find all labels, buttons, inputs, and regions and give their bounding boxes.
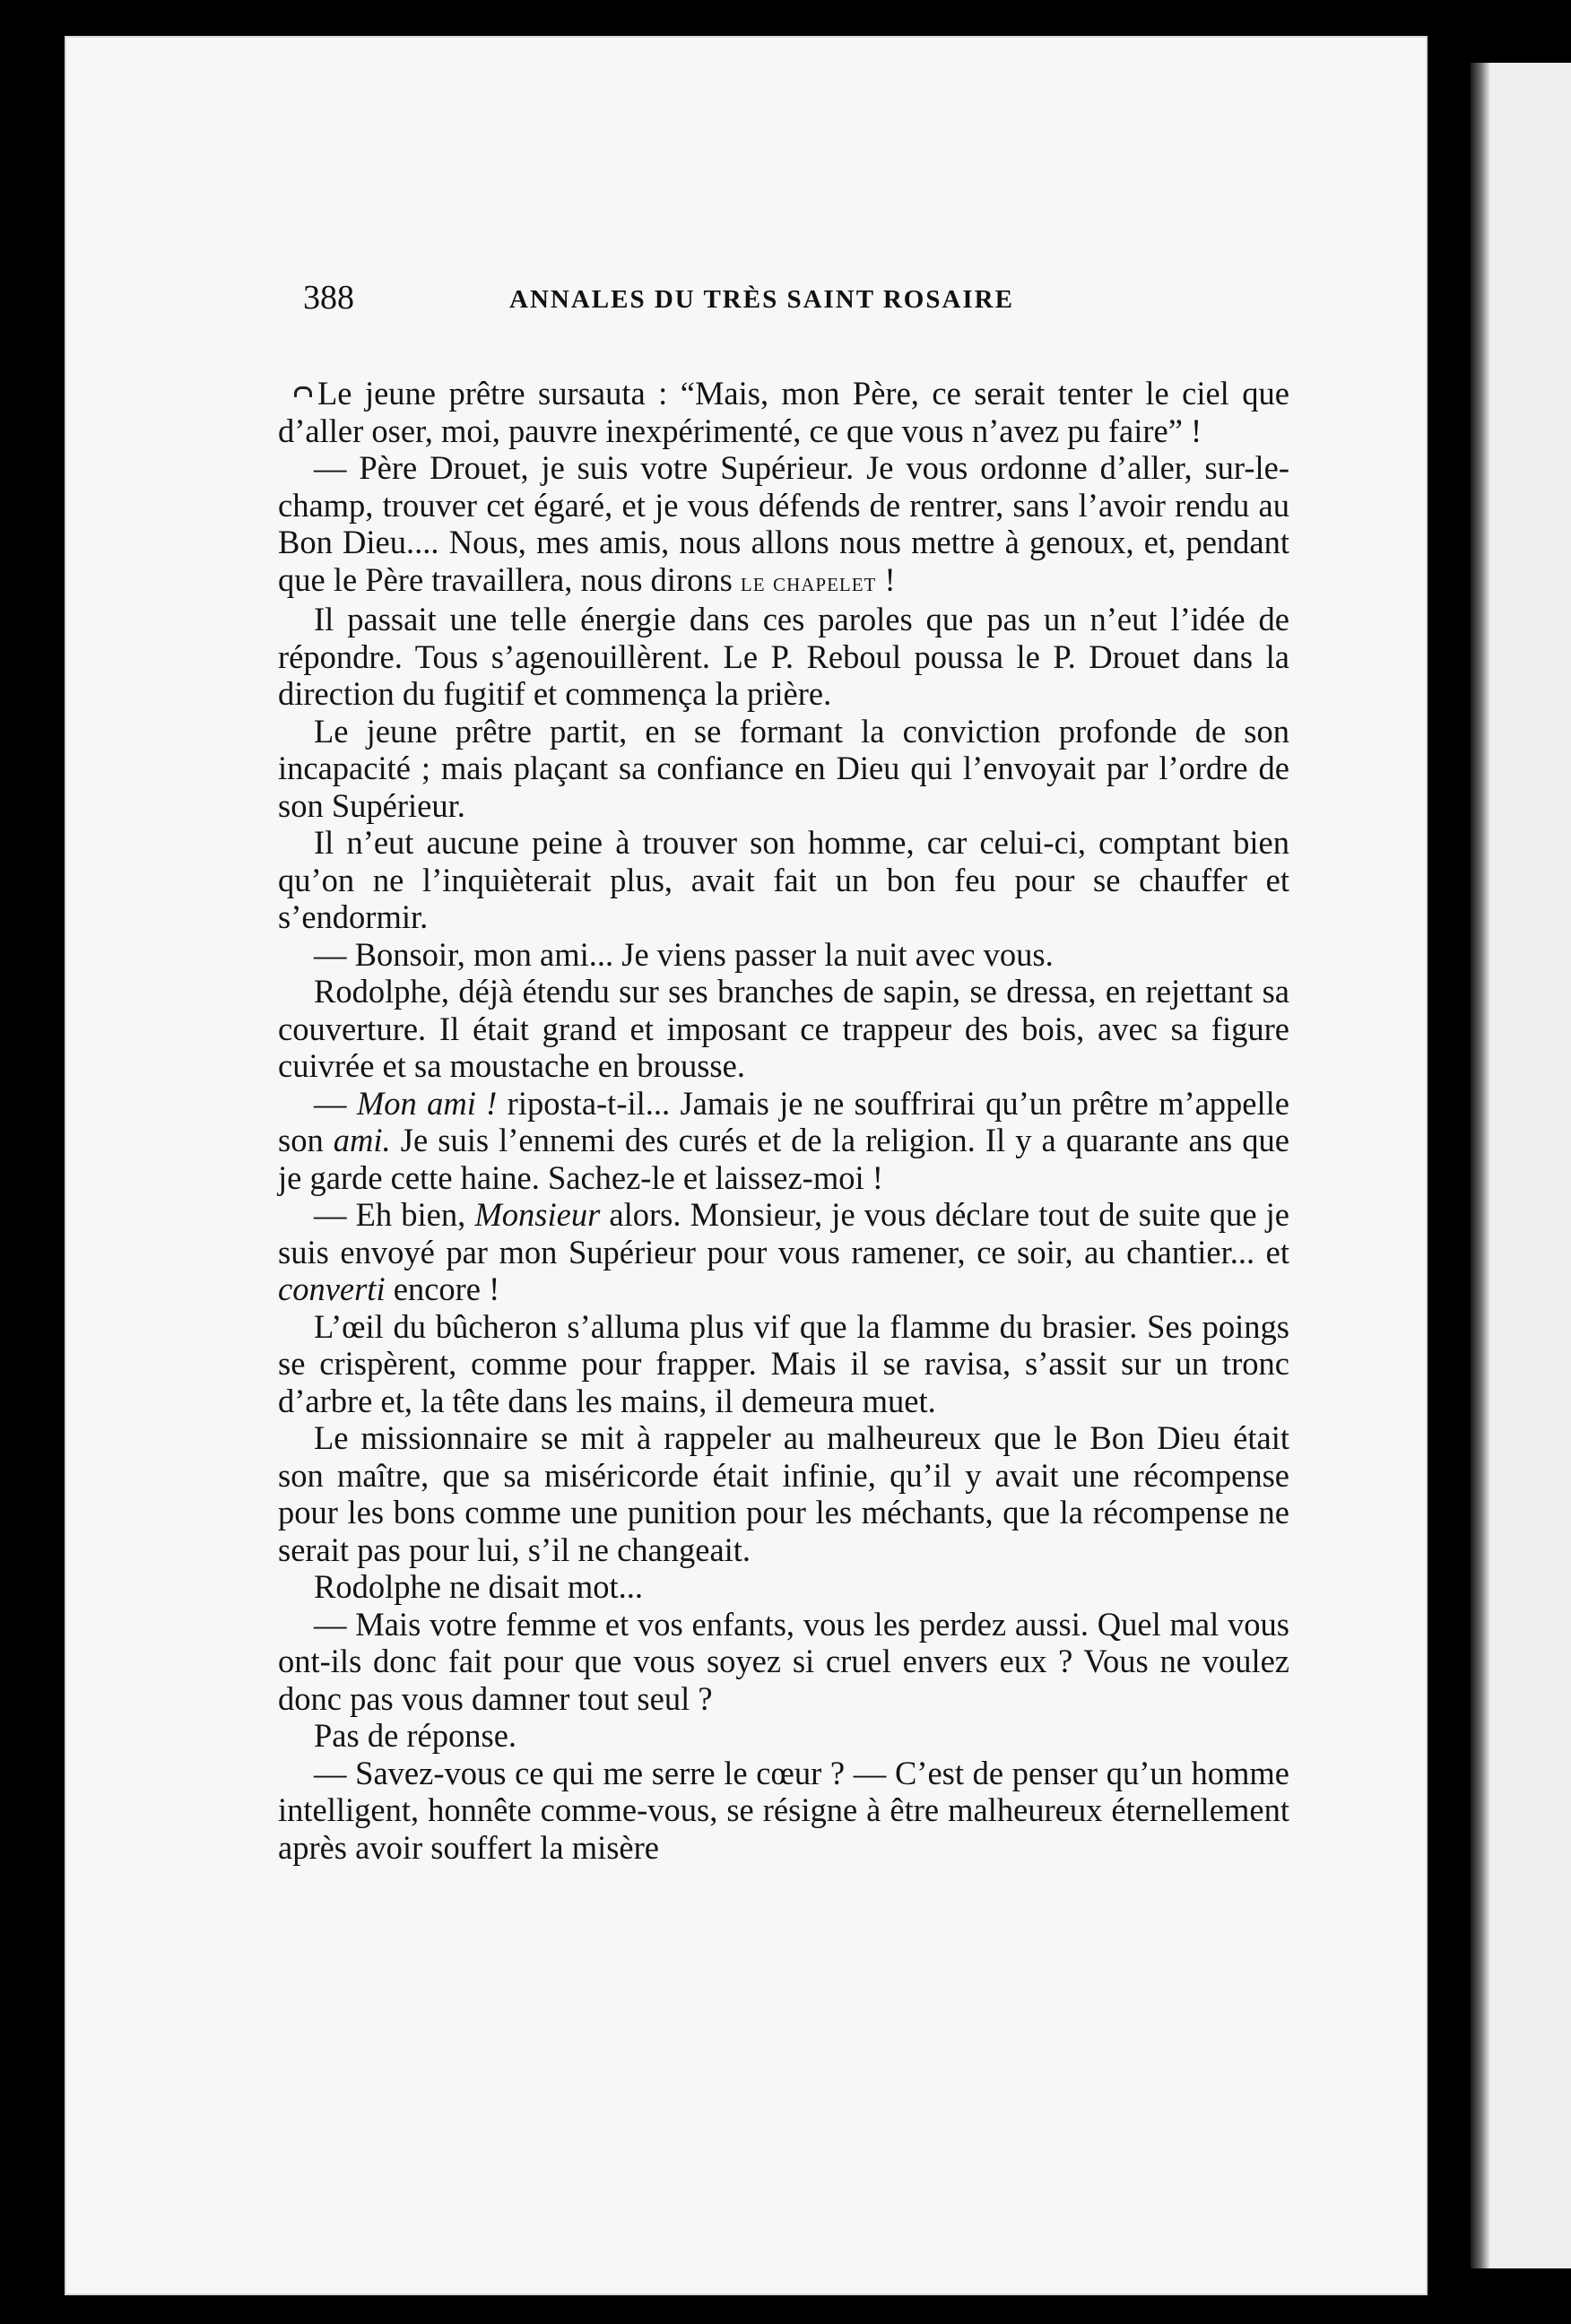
text-segment: Il passait une telle énergie dans ces paroles que pas un n’eut l’idée de répondre. Tous s’agenouillèrent. Le P. Reboul poussa le P. Drouet dans la direction du fugitif et commença la prière. — [278, 601, 1289, 712]
paragraph-mark-icon — [294, 386, 312, 397]
text-segment: Le missionnaire se mit à rappeler au malheureux que le Bon Dieu était son maître, que sa miséricorde était infinie, qu’il y avait une récompense pour les bons comme une punition pour les méchants, que la récompense ne serait pas pour lui, s’il ne changeait. — [278, 1419, 1289, 1568]
text-segment: Pas de réponse. — [314, 1717, 517, 1754]
text-segment: Le jeune prêtre partit, en se formant la conviction profonde de son incapacité ; mais plaçant sa confiance en Dieu qui l’envoyait par l’ordre de son Supérieur. — [278, 712, 1289, 824]
italic-text: ami. — [333, 1122, 391, 1158]
text-segment: — Père Drouet, je suis votre Supérieur. Je vous ordonne d’aller, sur-le-champ, trouver cet égaré, et je vous défends de rentrer, sans l’avoir rendu au Bon Dieu.... Nous, mes amis, nous allons nous mettre à genoux, et, pendant que le Père travaillera, nous dirons — [278, 449, 1289, 598]
italic-text: converti — [278, 1270, 386, 1307]
text-segment: Rodolphe, déjà étendu sur ses branches de sapin, se dressa, en rejettant sa couverture. Il était grand et imposant ce trappeur des bois, avec sa figure cuivrée et sa moustache en brousse. — [278, 973, 1289, 1084]
text-segment: Je suis l’ennemi des curés et de la religion. Il y a quarante ans que je garde cette haine. Sachez-le et laissez-moi ! — [278, 1122, 1289, 1196]
text-segment: — Eh bien, — [314, 1196, 475, 1233]
running-title: ANNALES DU TRÈS SAINT ROSAIRE — [509, 285, 1014, 314]
paragraph — [278, 936, 1289, 974]
paragraph — [278, 1085, 1289, 1197]
paragraph — [278, 1419, 1289, 1568]
paragraph — [278, 1606, 1289, 1718]
text-segment: alors. Monsieur, je vous déclare tout de suite que je suis envoyé par mon Supérieur pour vous ramener, ce soir, au chantier... et — [278, 1196, 1290, 1270]
text-segment: encore ! — [385, 1270, 500, 1307]
paragraph — [278, 601, 1289, 713]
text-segment: Il n’eut aucune peine à trouver son homme, car celui-ci, comptant bien qu’on ne l’inquièterait plus, avait fait un bon feu pour se chauffer et s’endormir. — [278, 824, 1289, 935]
text-segment: Le jeune prêtre sursauta : “Mais, mon Père, ce serait tenter le ciel que d’aller oser, moi, pauvre inexpérimenté, ce que vous n’avez pu faire” ! — [278, 375, 1289, 449]
paragraph — [278, 1717, 1289, 1755]
text-segment: Rodolphe ne disait mot... — [314, 1568, 643, 1605]
paragraph — [278, 1308, 1289, 1420]
paragraph — [278, 713, 1289, 825]
text-segment: L’œil du bûcheron s’alluma plus vif que la flamme du brasier. Ses poings se crispèrent, comme pour frapper. Mais il se ravisa, s’assit sur un tronc d’arbre et, la tête dans les mains, il demeura muet. — [278, 1307, 1289, 1419]
italic-text: Mon ami ! — [356, 1084, 498, 1122]
text-segment: — Bonsoir, mon ami... Je viens passer la nuit avec vous. — [314, 935, 1054, 973]
paragraph — [278, 375, 1289, 449]
paragraph — [278, 973, 1289, 1085]
paragraph — [278, 449, 1289, 601]
text-segment: ! — [876, 560, 896, 598]
body-text — [278, 375, 1289, 1866]
running-head — [303, 278, 1298, 332]
text-segment: — Savez-vous ce qui me serre le cœur ? — C’est de penser qu’un homme intelligent, honnête comme-vous, se résigne à être malheureux éternellement après avoir souffert la misère — [278, 1754, 1289, 1866]
gutter-shadow — [1471, 63, 1490, 2268]
smallcaps-text: le chapelet — [740, 567, 877, 597]
text-segment: riposta-t-il... Jamais je ne souffrirai qu’un prêtre m’appelle son — [278, 1084, 1289, 1158]
paragraph — [278, 1196, 1289, 1308]
text-segment: — — [314, 1084, 357, 1122]
paragraph — [278, 824, 1289, 936]
page-number: 388 — [303, 279, 354, 317]
paragraph — [278, 1568, 1289, 1606]
paragraph — [278, 1755, 1289, 1867]
italic-text: Monsieur — [474, 1196, 601, 1233]
text-segment: — Mais votre femme et vos enfants, vous les perdez aussi. Quel mal vous ont-ils donc fait pour que vous soyez si cruel envers eux ? Vous ne voulez donc pas vous damner tout seul ? — [278, 1605, 1289, 1717]
